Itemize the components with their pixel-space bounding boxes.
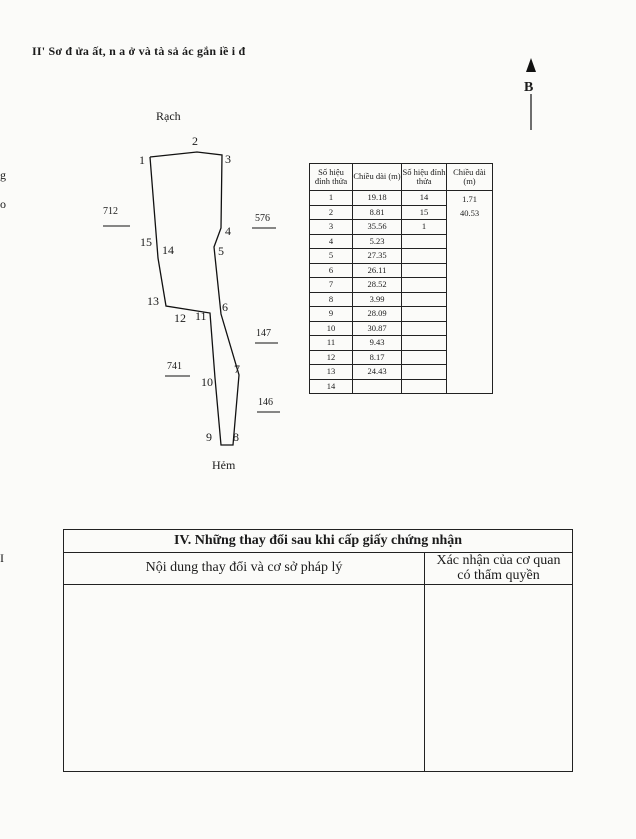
point-cell: 4 <box>310 234 353 249</box>
length-cell: 35.56 <box>353 220 402 235</box>
length-cell: 24.43 <box>353 365 402 380</box>
neighbor-parcel-label: 147 <box>256 328 271 339</box>
length-cell: 28.52 <box>353 278 402 293</box>
confirm-header-line: Xác nhận của cơ quan <box>436 552 561 568</box>
length-cell: 5.23 <box>353 234 402 249</box>
length-cell: 26.11 <box>353 263 402 278</box>
vertex-label: 3 <box>225 152 231 166</box>
column-header: Chiều dài (m) <box>353 164 402 191</box>
empty-cell <box>402 365 447 380</box>
length-cell: 8.17 <box>353 350 402 365</box>
vertex-label: 14 <box>162 243 174 257</box>
length-value: 40.53 <box>459 207 480 218</box>
point-cell: 2 <box>310 205 353 220</box>
vertex-label: 13 <box>147 294 159 308</box>
empty-cell <box>402 249 447 264</box>
length-value: 1.71 <box>462 194 477 204</box>
content-cell <box>64 585 425 772</box>
vertex-label: 7 <box>234 362 240 376</box>
vertex-label: 4 <box>225 224 231 238</box>
column-header: Chiều dài (m) <box>447 164 493 191</box>
right-length-cell <box>447 191 493 394</box>
empty-cell <box>402 350 447 365</box>
vertex-label: 1 <box>139 153 145 167</box>
point-cell: 11 <box>310 336 353 351</box>
point-cell: 7 <box>310 278 353 293</box>
length-cell: 8.81 <box>353 205 402 220</box>
empty-cell <box>402 379 447 394</box>
empty-cell <box>402 234 447 249</box>
empty-cell <box>402 321 447 336</box>
point-cell: 13 <box>310 365 353 380</box>
length-cell: 9.43 <box>353 336 402 351</box>
column-header: Số hiệu đỉnh thửa <box>402 164 447 191</box>
column-header: Số hiệu đỉnh thửa <box>310 164 353 191</box>
vertex-label: 2 <box>192 134 198 148</box>
north-label: B <box>524 80 534 95</box>
section-3-heading: II' Sơ đ ửa ất, n a ở và tà sả ác gắn iề i đ <box>32 44 246 58</box>
neighbor-parcel-label: 712 <box>103 206 118 217</box>
point-cell: 6 <box>310 263 353 278</box>
empty-cell <box>402 336 447 351</box>
point-cell: 12 <box>310 350 353 365</box>
vertex-label: 15 <box>140 235 152 249</box>
neighbor-parcel-label: 576 <box>255 213 270 224</box>
empty-cell <box>402 292 447 307</box>
empty-cell <box>402 263 447 278</box>
vertex-label: 11 <box>195 309 207 323</box>
top-boundary-label: Rạch <box>156 109 181 123</box>
length-cell: 30.87 <box>353 321 402 336</box>
changes-table <box>63 529 573 772</box>
confirm-cell <box>425 585 573 772</box>
point-cell: 15 <box>402 205 447 220</box>
empty-cell <box>402 278 447 293</box>
dimension-table <box>309 163 493 394</box>
section-4-title: IV. Những thay đổi sau khi cấp giấy chứng nhận <box>64 530 573 553</box>
length-cell: 28.09 <box>353 307 402 322</box>
empty-cell <box>402 307 447 322</box>
bottom-boundary-label: Hẻm <box>212 458 236 472</box>
vertex-label: 6 <box>222 300 228 314</box>
neighbor-parcel-label: 741 <box>167 361 182 372</box>
vertex-label: 5 <box>218 244 224 258</box>
length-cell: 27.35 <box>353 249 402 264</box>
confirm-header-line: có thẩm quyền <box>457 567 540 583</box>
neighbor-parcel-label: 146 <box>258 397 273 408</box>
length-cell: 3.99 <box>353 292 402 307</box>
point-cell: 9 <box>310 307 353 322</box>
length-cell <box>353 379 402 394</box>
length-cell: 19.18 <box>353 191 402 206</box>
parcel-boundary <box>150 152 239 445</box>
point-cell: 14 <box>402 191 447 206</box>
content-column-header: Nội dung thay đổi và cơ sở pháp lý <box>64 553 425 585</box>
point-cell: 1 <box>402 220 447 235</box>
vertex-label: 8 <box>233 430 239 444</box>
vertex-label: 12 <box>174 311 186 325</box>
point-cell: 14 <box>310 379 353 394</box>
point-cell: 8 <box>310 292 353 307</box>
point-cell: 3 <box>310 220 353 235</box>
confirm-column-header <box>425 553 573 585</box>
point-cell: 10 <box>310 321 353 336</box>
margin-mark: g <box>0 168 6 182</box>
point-cell: 5 <box>310 249 353 264</box>
point-cell: 1 <box>310 191 353 206</box>
table-row <box>310 191 493 206</box>
vertex-label: 10 <box>201 375 213 389</box>
vertex-label: 9 <box>206 430 212 444</box>
margin-mark: o <box>0 197 6 211</box>
margin-mark: I <box>0 551 4 565</box>
